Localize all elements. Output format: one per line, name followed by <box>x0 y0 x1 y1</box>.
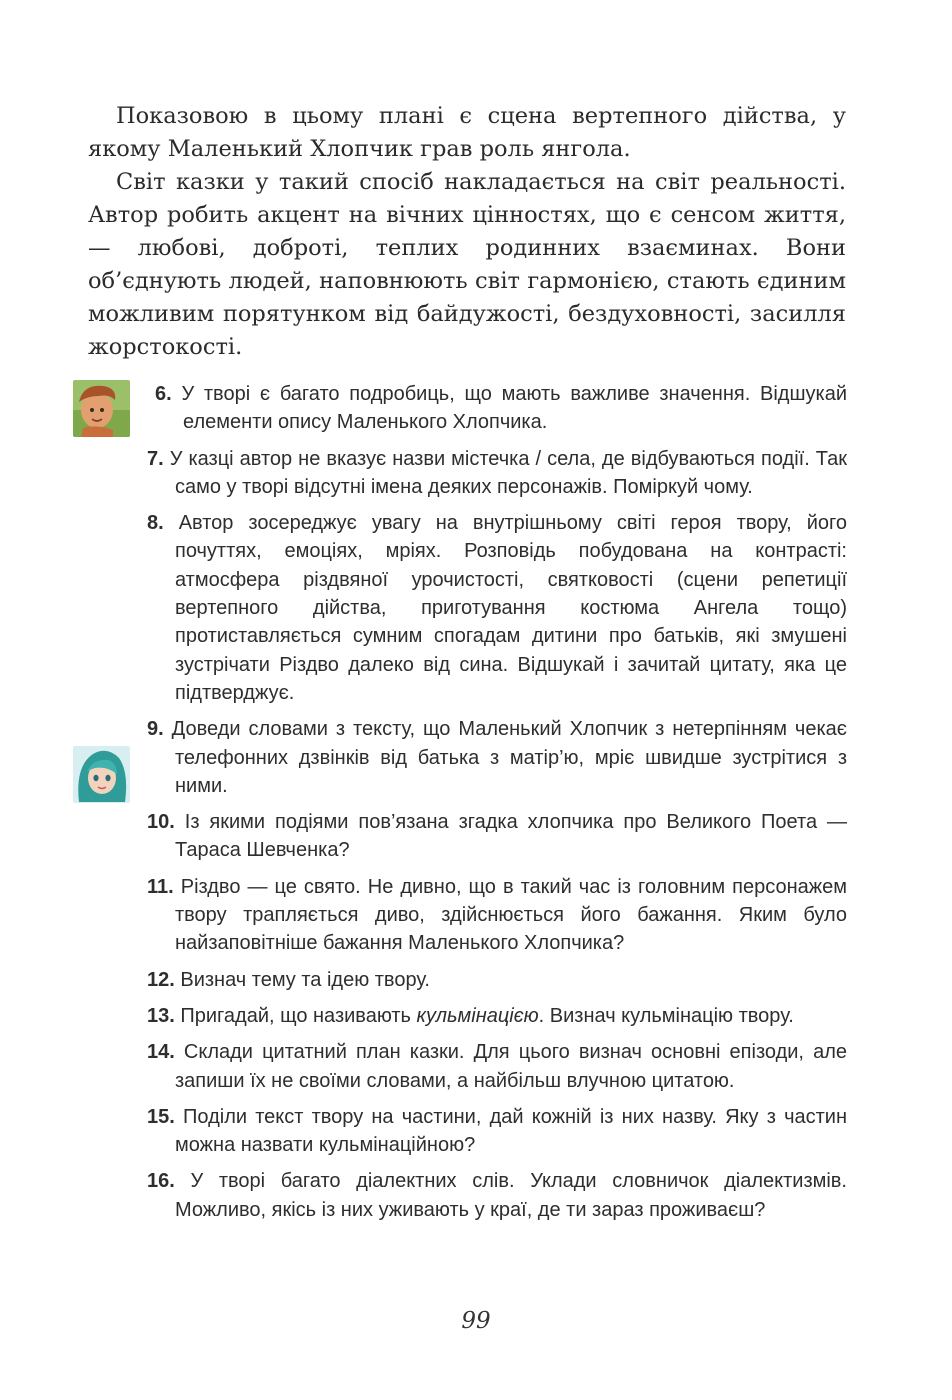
question-16 <box>147 1167 847 1224</box>
question-9 <box>147 715 847 800</box>
page-number: 99 <box>461 1308 491 1334</box>
question-number: 12. <box>147 968 175 991</box>
question-text-part: Пригадай, що називають <box>180 1004 417 1027</box>
boy-character-icon <box>73 380 130 437</box>
question-number: 9. <box>147 718 164 741</box>
question-8 <box>147 509 847 707</box>
question-7 <box>147 445 847 502</box>
question-number: 10. <box>147 811 175 834</box>
question-number: 7. <box>147 447 164 470</box>
question-number: 8. <box>147 512 164 535</box>
question-text: Доведи словами з тексту, що Маленький Хлопчик з нетерпінням чекає телефонних дзвінків від батька з матір’ю, мріє швидше зустрітися з ними. <box>171 718 847 797</box>
question-number: 16. <box>147 1170 175 1193</box>
question-text-part: . Визнач кульмінацію твору. <box>538 1004 794 1027</box>
question-number: 14. <box>147 1041 175 1064</box>
question-text: Поділи текст твору на частини, дай кожній із них назву. Яку з частин можна назвати кульмінаційною? <box>175 1105 847 1157</box>
question-12 <box>147 966 847 994</box>
question-14 <box>147 1038 847 1095</box>
question-10 <box>147 808 847 865</box>
question-text: У творі є багато подробиць, що мають важливе значення. Відшукай елементи опису Маленького Хлопчика. <box>181 383 847 434</box>
intro-paragraph-1: Показовою в цьому плані є сцена вертепного дійства, у якому Маленький Хлопчик грав роль янгола. <box>88 103 846 162</box>
intro-text <box>88 100 846 364</box>
question-term: кульмінацією <box>416 1004 539 1027</box>
question-text: Із якими подіями пов’язана згадка хлопчика про Великого Поета — Тараса Шевченка? <box>175 811 848 862</box>
question-11 <box>147 873 847 958</box>
question-number: 11. <box>147 875 174 898</box>
question-15 <box>147 1103 847 1160</box>
question-text: Автор зосереджує увагу на внутрішньому світі героя твору, його почуттях, емоціях, мріях. Розповідь побудована на контрасті: атмосфера різдвяної урочистості, святковості (сцени репетиції вертепного дійства, приготування костюма Ангела тощо) протиставляється сумним спогадам дитини про батьків, які змушені зустрічати Різдво далеко від сина. Відшукай і зачитай цитату, яка це підтверджує. <box>175 512 847 704</box>
question-text: Визнач тему та ідею твору. <box>180 968 430 991</box>
question-6 <box>147 380 847 437</box>
question-text: Різдво — це свято. Не дивно, що в такий час із головним персонажем твору трапляється диво, здійснюється його бажання. Яким було найзаповітніше бажання Маленького Хлопчика? <box>175 875 847 955</box>
question-13 <box>147 1002 847 1030</box>
question-text: У казці автор не вказує назви містечка / села, де відбуваються події. Так само у творі відсутні імена деяких персонажів. Поміркуй чому. <box>169 447 847 498</box>
question-number: 6. <box>155 383 172 405</box>
girl-character-icon <box>73 746 130 803</box>
question-number: 15. <box>147 1105 175 1128</box>
intro-paragraph-2: Світ казки у такий спосіб накладається на світ реальності. Автор робить акцент на вічних цінностях, що є сенсом життя, — любові, доброті, теплих родинних взаєминах. Вони об’єднують людей, наповнюють світ гармонією, стають єдиним можливим порятунком від байдужості, бездуховності, засилля жорстокості. <box>88 169 846 360</box>
question-text: Склади цитатний план казки. Для цього визнач основні епізоди, але запиши їх не своїми словами, а найбільш влучною цитатою. <box>175 1041 847 1092</box>
questions-list <box>147 380 847 1232</box>
question-number: 13. <box>147 1004 175 1027</box>
question-text: У творі багато діалектних слів. Уклади словничок діалектизмів. Можливо, якісь із них уживають у краї, де ти зараз проживаєш? <box>175 1170 847 1221</box>
